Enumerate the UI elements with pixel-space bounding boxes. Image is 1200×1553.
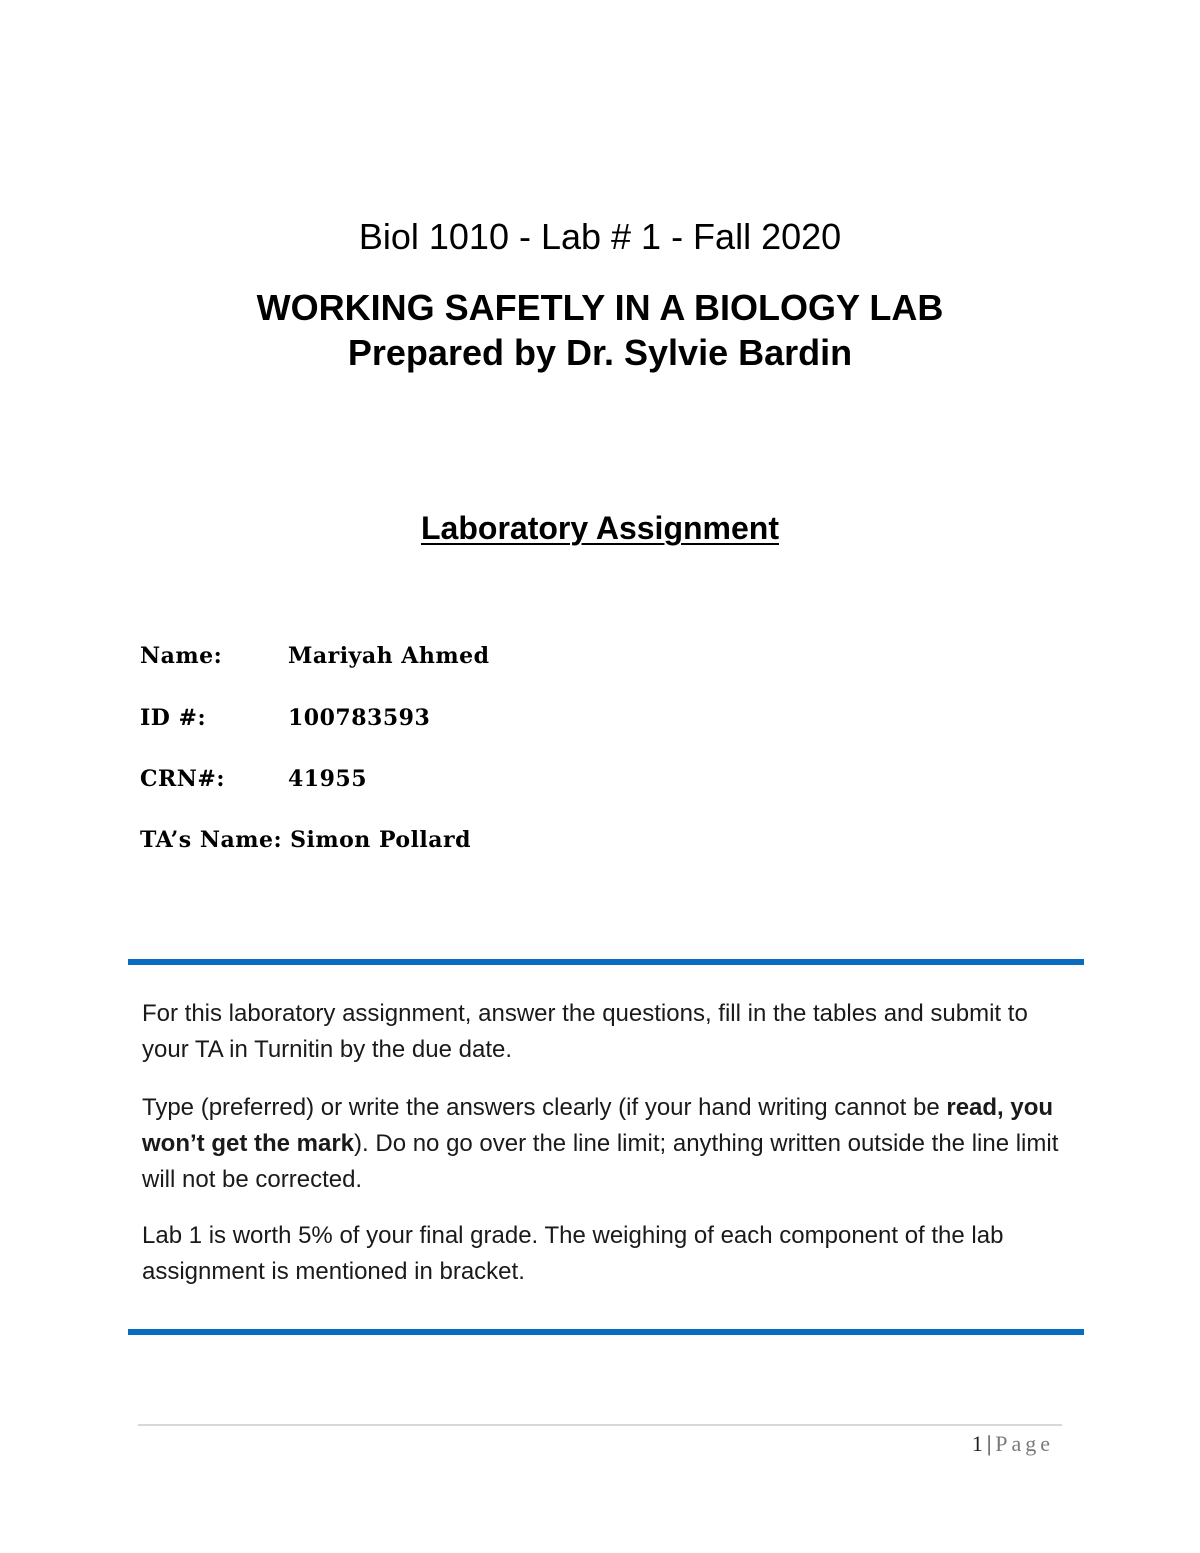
name-value: Mariyah Ahmed — [288, 643, 490, 669]
crn-label: CRN#: — [140, 766, 225, 792]
name-label: Name: — [140, 643, 223, 669]
field-crn-row — [140, 764, 367, 794]
instruction-paragraph-3: Lab 1 is worth 5% of your final grade. The weighing of each component of the lab assignment is mentioned in bracket. — [142, 1222, 1004, 1285]
page-number: 1 — [971, 1431, 983, 1456]
id-label: ID #: — [140, 705, 207, 731]
field-id-row — [140, 703, 430, 733]
field-ta-row — [140, 825, 471, 855]
instruction-2-end: ). Do no go over the line limit; anything written outside the line limit will not be corrected. — [142, 1130, 1059, 1193]
section-heading — [0, 508, 1200, 548]
instruction-paragraph-2 — [142, 1090, 1072, 1198]
instruction-paragraph-1: For this laboratory assignment, answer the questions, fill in the tables and submit to your TA in Turnitin by the due date. — [142, 1000, 1028, 1063]
footer-divider — [138, 1424, 1062, 1426]
document-title: WORKING SAFETLY IN A BIOLOGY LAB — [256, 287, 944, 328]
section-heading-text: Laboratory Assignment — [421, 510, 779, 546]
field-name-row — [140, 641, 489, 671]
course-line: Biol 1010 - Lab # 1 - Fall 2020 — [358, 216, 842, 257]
top-divider — [128, 959, 1084, 965]
page-word: Page — [995, 1431, 1054, 1456]
page-footer — [972, 1430, 1054, 1458]
bottom-divider — [128, 1329, 1084, 1335]
instruction-2-bold: read, you won’t get the mark — [142, 1094, 1054, 1157]
prepared-by: Prepared by Dr. Sylvie Bardin — [347, 332, 853, 373]
ta-value: Simon Pollard — [290, 827, 472, 853]
footer-separator: | — [986, 1431, 992, 1456]
instruction-2-start: Type (preferred) or write the answers clearly (if your hand writing cannot be — [142, 1094, 947, 1121]
crn-value: 41955 — [288, 766, 368, 792]
id-value: 100783593 — [288, 705, 431, 731]
ta-label: TA’s Name: — [140, 827, 283, 853]
